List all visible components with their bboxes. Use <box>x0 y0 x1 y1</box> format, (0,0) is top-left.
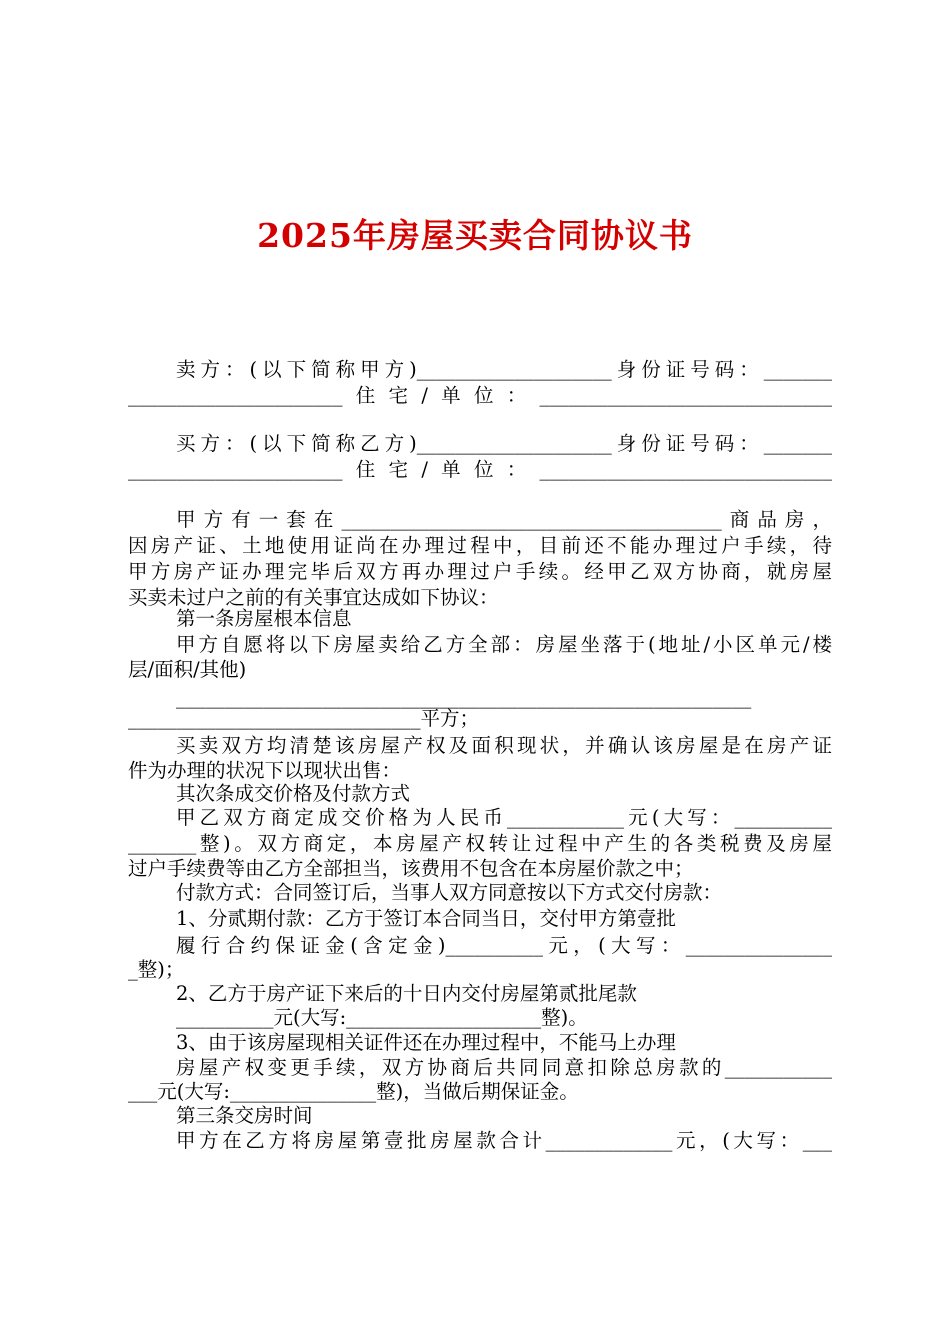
text-line: 甲方有一套在_______________________________________商品房， <box>176 508 832 531</box>
seller-address-line: ______________________住宅/单位：______________________________ <box>128 384 832 407</box>
seller-line: 卖方：(以下简称甲方)____________________身份证号码：_______ <box>176 358 832 381</box>
blank-line: ___________________________________________________________ <box>176 686 752 709</box>
text-line: 买卖未过户之前的有关事宜达成如下协议： <box>128 586 499 609</box>
buyer-address-line: ______________________住宅/单位：______________________________ <box>128 458 832 481</box>
text-line: 甲方自愿将以下房屋卖给乙方全部：房屋坐落于(地址/小区单元/楼 <box>176 633 832 656</box>
text-line: 履行合约保证金(含定金)__________元，(大写：_______________ <box>176 934 832 957</box>
section-heading: 其次条成交价格及付款方式 <box>176 782 411 805</box>
text-line: 因房产证、土地使用证尚在办理过程中，目前还不能办理过户手续，待 <box>128 534 832 557</box>
text-line: 层/面积/其他) <box>128 658 247 681</box>
text-line: ______________________________平方； <box>128 707 480 730</box>
section-heading: 第三条交房时间 <box>176 1104 313 1127</box>
text-line: _整)； <box>128 958 185 981</box>
text-line: _______整)。双方商定，本房屋产权转让过程中产生的各类税费及房屋 <box>128 832 832 855</box>
text-line: 买卖双方均清楚该房屋产权及面积现状，并确认该房屋是在房产证 <box>176 734 832 757</box>
text-line: ___元(大写:_______________整)，当做后期保证金。 <box>128 1080 579 1103</box>
text-line: 过户手续费等由乙方全部担当，该费用不包含在本房屋价款之中； <box>128 857 694 880</box>
text-line: __________元(大写:____________________整)。 <box>176 1006 588 1029</box>
text-line: 件为办理的状况下以现状出售： <box>128 759 402 782</box>
text-line: 2、乙方于房产证下来后的十日内交付房屋第贰批尾款 <box>176 982 637 1005</box>
text-line: 1、分贰期付款：乙方于签订本合同当日，交付甲方第壹批 <box>176 907 676 930</box>
text-line: 甲乙双方商定成交价格为人民币____________元(大写：__________ <box>176 806 832 829</box>
text-line: 3、由于该房屋现相关证件还在办理过程中，不能马上办理 <box>176 1031 676 1054</box>
document-title: 2025年房屋买卖合同协议书 <box>257 216 693 255</box>
text-line: 房屋产权变更手续，双方协商后共同同意扣除总房款的___________ <box>176 1056 832 1079</box>
section-heading: 第一条房屋根本信息 <box>176 607 352 630</box>
text-line: 付款方式：合同签订后，当事人双方同意按以下方式交付房款： <box>176 881 723 904</box>
text-line: 甲方房产证办理完毕后双方再办理过户手续。经甲乙双方协商，就房屋 <box>128 560 832 583</box>
text-line: 甲方在乙方将房屋第壹批房屋款合计_____________元，(大写：___ <box>176 1129 832 1152</box>
buyer-line: 买方：(以下简称乙方)____________________身份证号码：_______ <box>176 432 832 455</box>
